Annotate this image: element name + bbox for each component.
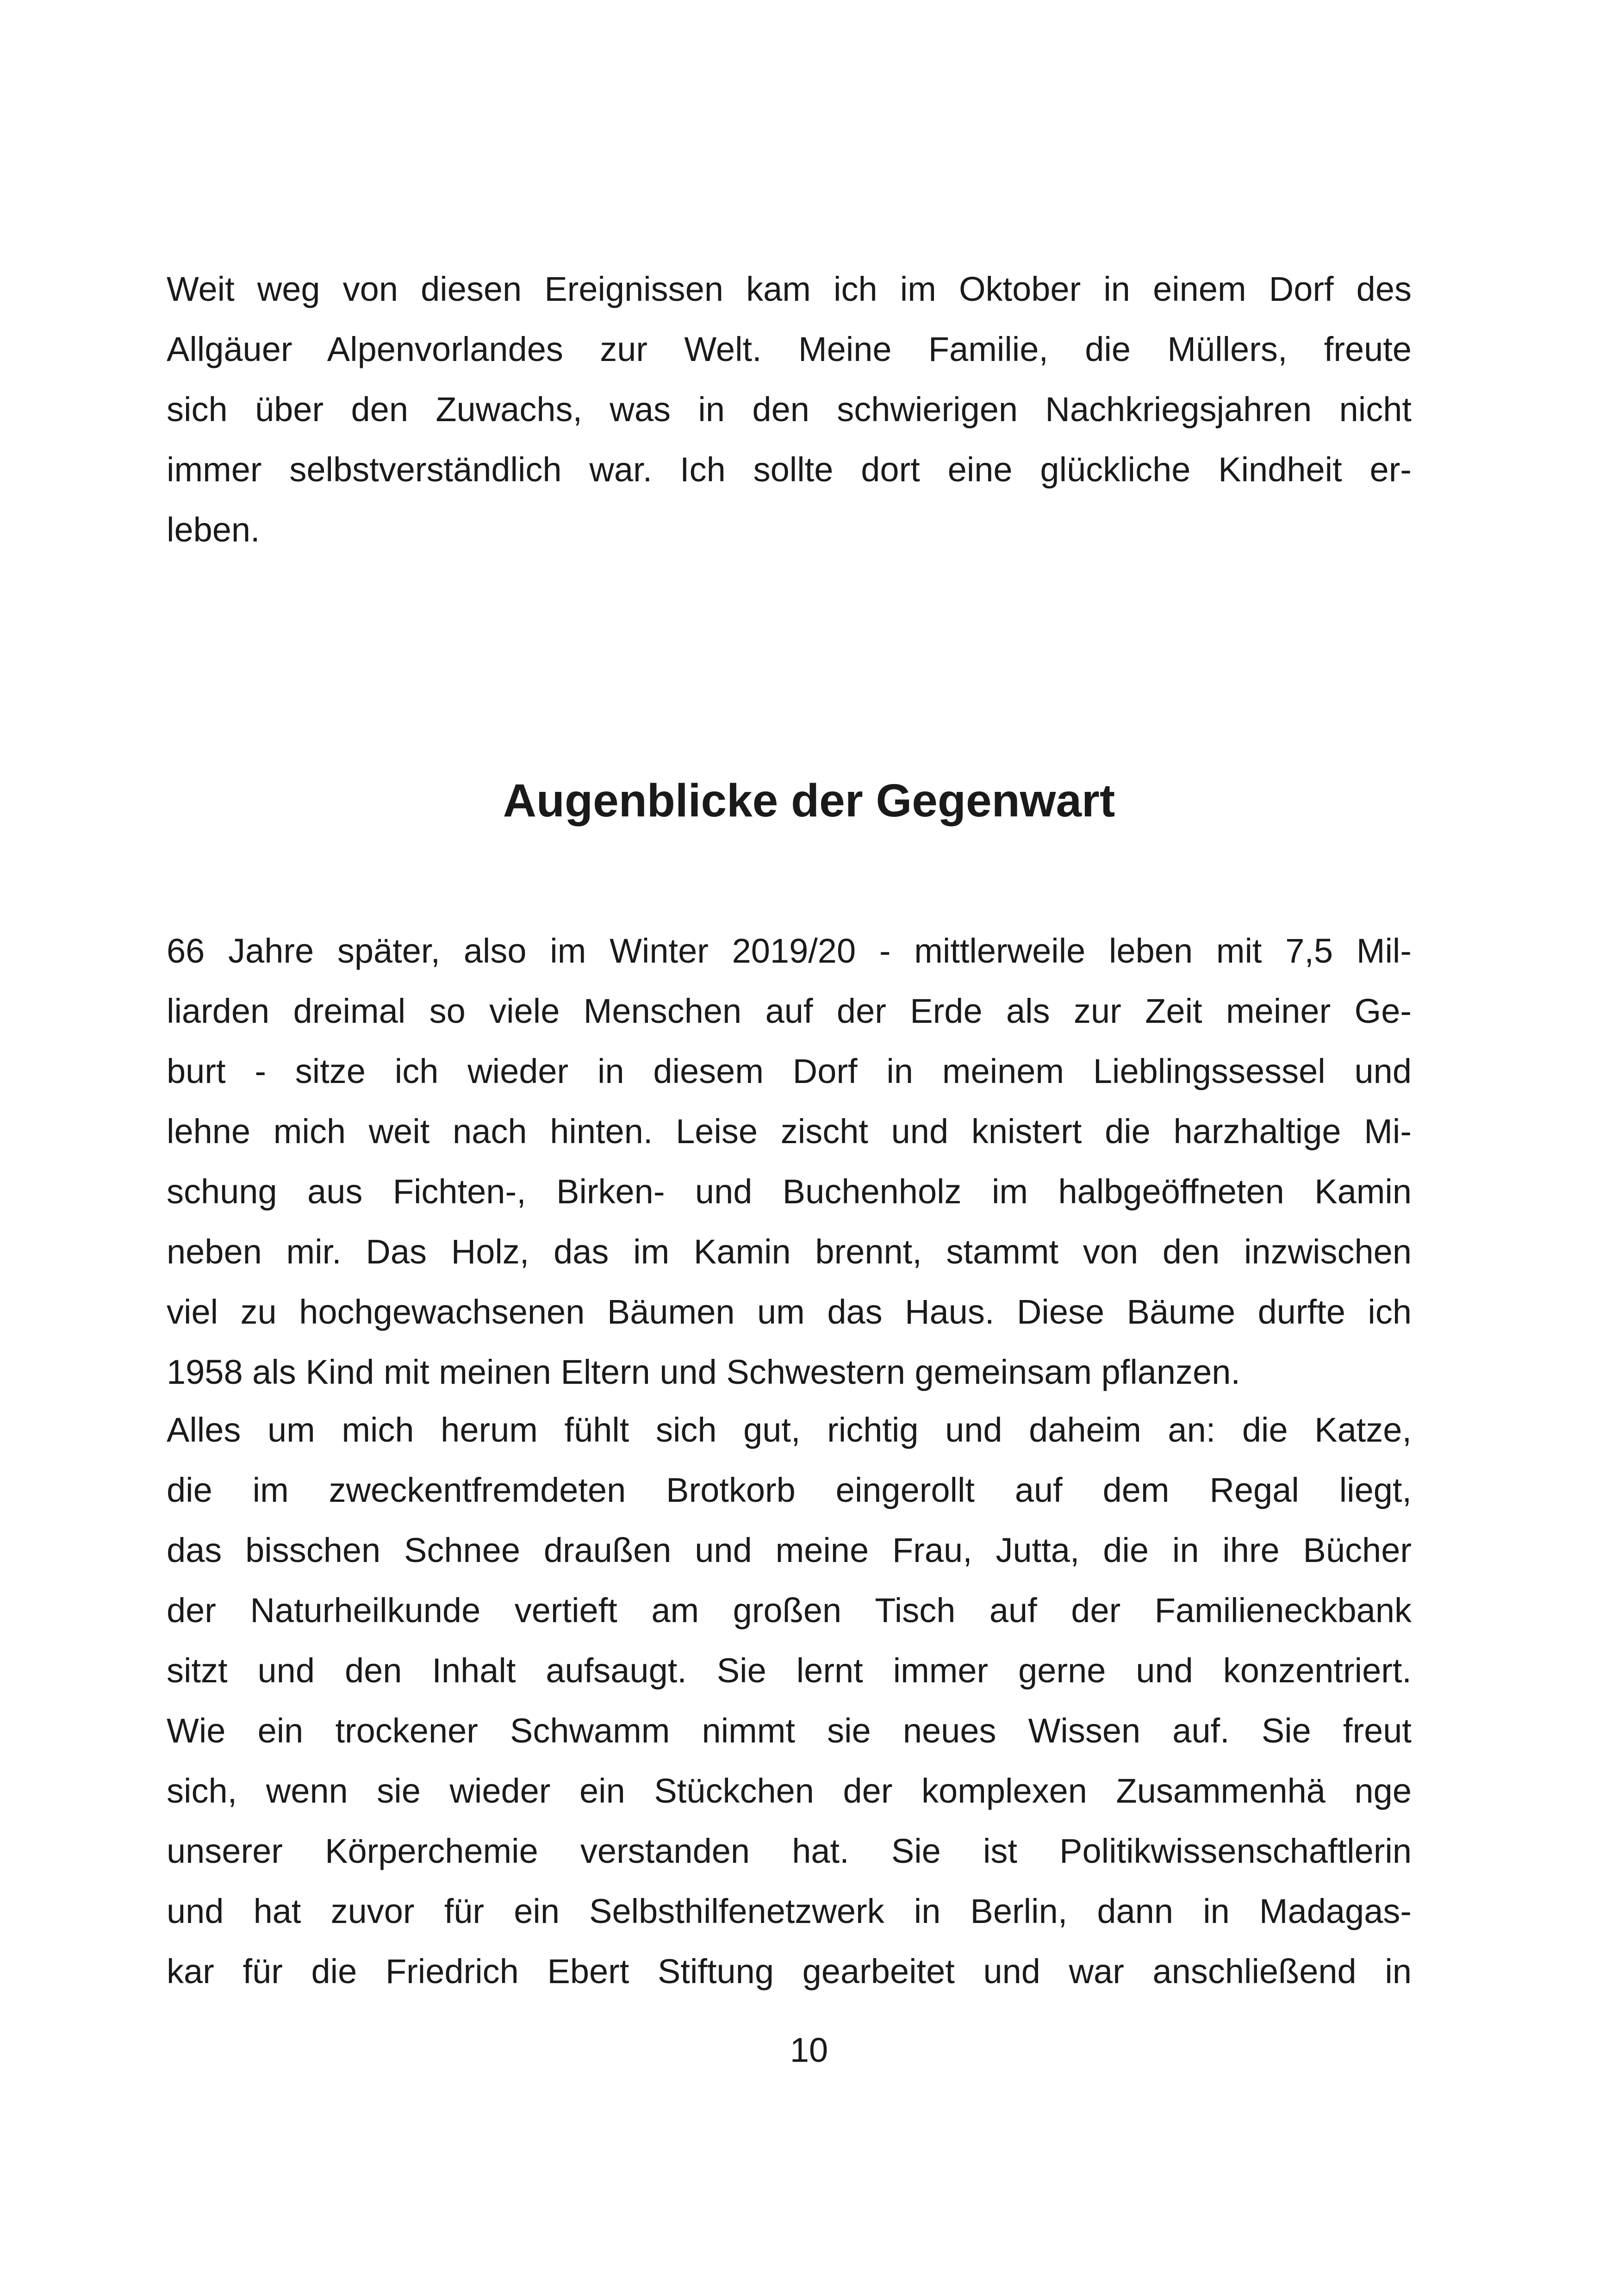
text-line: Alles um mich herum fühlt sich gut, richtig und daheim an: die Katze, bbox=[167, 1411, 1412, 1449]
paragraph-birth bbox=[167, 259, 1412, 560]
text-line: burt - sitze ich wieder in diesem Dorf in meinem Lieblingssessel und bbox=[167, 1052, 1412, 1090]
page-number: 10 bbox=[790, 2031, 828, 2069]
text-line: liarden dreimal so viele Menschen auf der Erde als zur Zeit meiner Ge- bbox=[167, 992, 1412, 1030]
text-line: der Naturheilkunde vertieft am großen Tisch auf der Familieneckbank bbox=[167, 1591, 1412, 1630]
text-line: immer selbstverständlich war. Ich sollte dort eine glückliche Kindheit er- bbox=[167, 450, 1412, 489]
text-line: Allgäuer Alpenvorlandes zur Welt. Meine Familie, die Müllers, freute bbox=[167, 330, 1412, 368]
text-line: sich über den Zuwachs, was in den schwierigen Nachkriegsjahren nicht bbox=[167, 390, 1412, 429]
text-line: das bisschen Schnee draußen und meine Frau, Jutta, die in ihre Bücher bbox=[167, 1531, 1412, 1569]
text-line: viel zu hochgewachsenen Bäumen um das Haus. Diese Bäume durfte ich bbox=[167, 1293, 1412, 1331]
text-line: 66 Jahre später, also im Winter 2019/20 - mittlerweile leben mit 7,5 Mil- bbox=[167, 932, 1412, 970]
text-line: lehne mich weit nach hinten. Leise zischt und knistert die harzhaltige Mi- bbox=[167, 1112, 1412, 1151]
text-line: Wie ein trockener Schwamm nimmt sie neues Wissen auf. Sie freut bbox=[167, 1711, 1412, 1750]
text-line: kar für die Friedrich Ebert Stiftung gearbeitet und war anschließend in bbox=[167, 1952, 1412, 1991]
text-line: und hat zuvor für ein Selbsthilfenetzwerk in Berlin, dann in Madagas- bbox=[167, 1892, 1412, 1930]
text-line: die im zweckentfremdeten Brotkorb eingerollt auf dem Regal liegt, bbox=[167, 1471, 1412, 1509]
text-line: Weit weg von diesen Ereignissen kam ich im Oktober in einem Dorf des bbox=[167, 270, 1412, 308]
chapter-heading: Augenblicke der Gegenwart bbox=[503, 775, 1115, 827]
paragraph-present bbox=[167, 921, 1412, 1402]
text-line: leben. bbox=[167, 510, 260, 549]
text-line: schung aus Fichten-, Birken- und Buchenholz im halbgeöffneten Kamin bbox=[167, 1172, 1412, 1211]
text-line: 1958 als Kind mit meinen Eltern und Schwestern gemeinsam pflanzen. bbox=[167, 1353, 1240, 1391]
text-line: sitzt und den Inhalt aufsaugt. Sie lernt immer gerne und konzentriert. bbox=[167, 1651, 1412, 1690]
text-line: sich, wenn sie wieder ein Stückchen der komplexen Zusammenhä nge bbox=[167, 1772, 1412, 1810]
text-line: unserer Körperchemie verstanden hat. Sie ist Politikwissenschaftlerin bbox=[167, 1832, 1412, 1870]
text-line: neben mir. Das Holz, das im Kamin brennt, stammt von den inzwischen bbox=[167, 1232, 1412, 1271]
paragraph-surroundings bbox=[167, 1400, 1412, 2002]
